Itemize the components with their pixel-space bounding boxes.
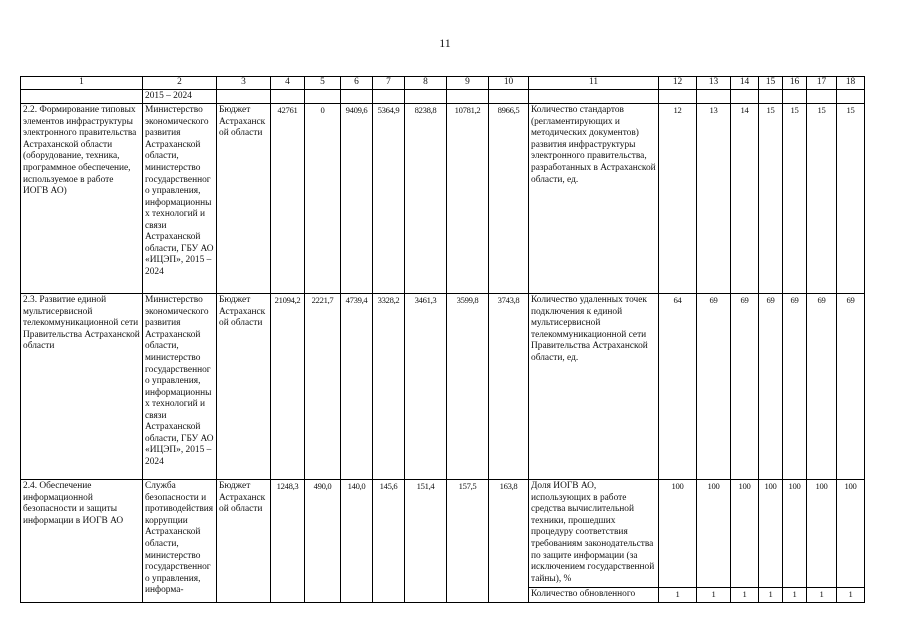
column-numbers-row — [21, 77, 865, 90]
value-cell: 1 — [837, 588, 865, 603]
value-cell: 69 — [697, 294, 731, 480]
amount-cell: 0 — [305, 104, 341, 294]
value-cell: 15 — [783, 104, 807, 294]
indicator-cell: Количество обновленного — [529, 588, 659, 603]
column-number: 4 — [271, 77, 305, 90]
source-cell: Бюджет Астраханской области — [217, 480, 271, 603]
value-cell: 1 — [659, 588, 697, 603]
value-cell: 14 — [731, 104, 759, 294]
column-number: 12 — [659, 77, 697, 90]
value-cell: 1 — [807, 588, 837, 603]
program-measures-table — [20, 76, 865, 603]
amount-cell: 490,0 — [305, 480, 341, 603]
value-cell: 13 — [697, 104, 731, 294]
measure-cell: 2.3. Развитие единой мультисервисной телекоммуникационной сети Правительства Астраханской области — [21, 294, 143, 480]
value-cell: 69 — [759, 294, 783, 480]
amount-cell: 151,4 — [405, 480, 447, 603]
column-number: 7 — [373, 77, 405, 90]
table-row — [21, 294, 865, 480]
executor-cell: Министерство экономического развития Астраханской области, министерство государственного управления, информационных технологий и связи Астраханской области, ГБУ АО «ИЦЭП», 2015 – 2024 — [143, 294, 217, 480]
column-number: 8 — [405, 77, 447, 90]
amount-cell: 42761 — [271, 104, 305, 294]
column-number: 10 — [489, 77, 529, 90]
amount-cell: 163,8 — [489, 480, 529, 603]
amount-cell: 3461,3 — [405, 294, 447, 480]
indicator-cell: Количество стандартов (регламентирующих и методических документов) развития инфраструктуры электронного правительства, разработанных в Астраханской области, ед. — [529, 104, 659, 294]
measure-cell: 2.4. Обеспечение информационной безопасности и защиты информации в ИОГВ АО — [21, 480, 143, 603]
source-cell: Бюджет Астраханской области — [217, 294, 271, 480]
amount-cell: 5364,9 — [373, 104, 405, 294]
value-cell: 15 — [807, 104, 837, 294]
column-number: 15 — [759, 77, 783, 90]
amount-cell: 9409,6 — [341, 104, 373, 294]
value-cell: 1 — [731, 588, 759, 603]
value-cell: 15 — [837, 104, 865, 294]
amount-cell: 2221,7 — [305, 294, 341, 480]
indicator-cell: Доля ИОГВ АО, использующих в работе средства вычислительной техники, прошедших процедуру соответствия требованиям законодательства по защите информации (за исключением государственной тайны), % — [529, 480, 659, 588]
amount-cell: 3328,2 — [373, 294, 405, 480]
column-number: 13 — [697, 77, 731, 90]
table-row — [21, 104, 865, 294]
column-number: 9 — [447, 77, 489, 90]
value-cell: 64 — [659, 294, 697, 480]
value-cell: 69 — [837, 294, 865, 480]
column-number: 17 — [807, 77, 837, 90]
executor-cell: Служба безопасности и противодействия коррупции Астраханской области, министерство государственного управления, информа- — [143, 480, 217, 603]
indicator-cell: Количество удаленных точек подключения к единой мультисервисной телекоммуникационной сети Правительства Астраханской области, ед. — [529, 294, 659, 480]
column-number: 5 — [305, 77, 341, 90]
column-number: 1 — [21, 77, 143, 90]
value-cell: 69 — [783, 294, 807, 480]
value-cell: 1 — [783, 588, 807, 603]
value-cell: 100 — [697, 480, 731, 588]
amount-cell: 157,5 — [447, 480, 489, 603]
value-cell: 12 — [659, 104, 697, 294]
value-cell: 100 — [731, 480, 759, 588]
amount-cell: 3743,8 — [489, 294, 529, 480]
amount-cell: 21094,2 — [271, 294, 305, 480]
table-row — [21, 480, 865, 588]
page-number: 11 — [439, 36, 451, 50]
column-number: 14 — [731, 77, 759, 90]
amount-cell: 4739,4 — [341, 294, 373, 480]
measure-cell: 2.2. Формирование типовых элементов инфраструктуры электронного правительства Астраханской области (оборудование, техника, программное обеспечение, используемое в работе ИОГВ АО) — [21, 104, 143, 294]
amount-cell: 140,0 — [341, 480, 373, 603]
value-cell: 69 — [807, 294, 837, 480]
column-number: 18 — [837, 77, 865, 90]
amount-cell: 145,6 — [373, 480, 405, 603]
source-cell: Бюджет Астраханской области — [217, 104, 271, 294]
value-cell: 1 — [759, 588, 783, 603]
column-number: 6 — [341, 77, 373, 90]
value-cell: 15 — [759, 104, 783, 294]
column-number: 11 — [529, 77, 659, 90]
column-number: 3 — [217, 77, 271, 90]
continuation-row — [21, 89, 865, 104]
amount-cell: 10781,2 — [447, 104, 489, 294]
executor-cell: 2015 – 2024 — [143, 89, 217, 104]
value-cell: 100 — [837, 480, 865, 588]
value-cell: 100 — [759, 480, 783, 588]
executor-cell: Министерство экономического развития Астраханской области, министерство государственного управления, информационных технологий и связи Астраханской области, ГБУ АО «ИЦЭП», 2015 – 2024 — [143, 104, 217, 294]
amount-cell: 1248,3 — [271, 480, 305, 603]
value-cell: 100 — [659, 480, 697, 588]
value-cell: 100 — [807, 480, 837, 588]
amount-cell: 3599,8 — [447, 294, 489, 480]
value-cell: 1 — [697, 588, 731, 603]
value-cell: 100 — [783, 480, 807, 588]
amount-cell: 8966,5 — [489, 104, 529, 294]
value-cell: 69 — [731, 294, 759, 480]
column-number: 16 — [783, 77, 807, 90]
amount-cell: 8238,8 — [405, 104, 447, 294]
column-number: 2 — [143, 77, 217, 90]
